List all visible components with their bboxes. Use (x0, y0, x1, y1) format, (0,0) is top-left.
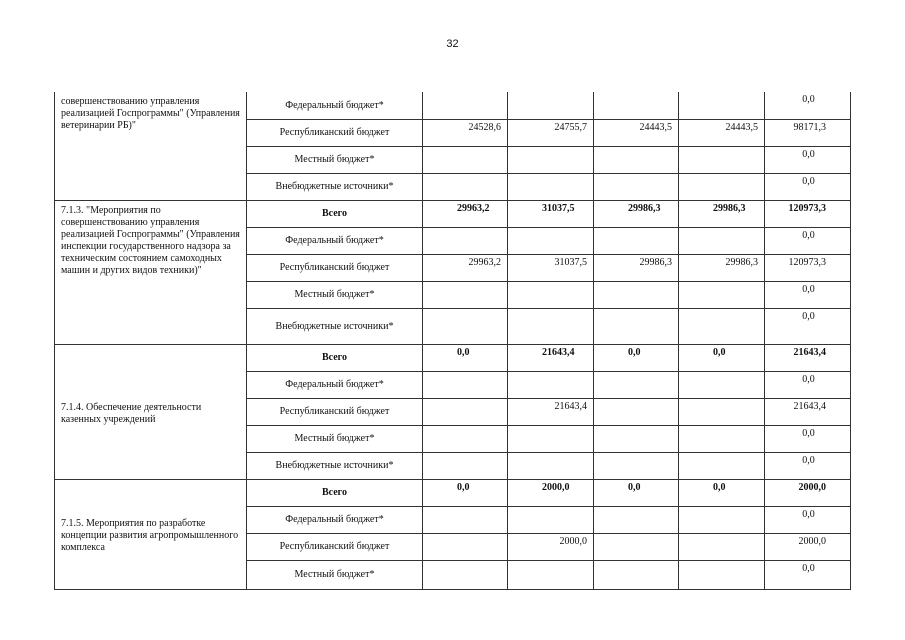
total-cell: 0,0 (765, 308, 851, 344)
funding-source-cell: Федеральный бюджет* (247, 92, 423, 119)
amount-cell-y3 (594, 371, 679, 398)
funding-source-cell: Республиканский бюджет (247, 254, 423, 281)
amount-cell-y1 (423, 506, 508, 533)
total-cell: 2000,0 (765, 479, 851, 506)
amount-cell-y1 (423, 281, 508, 308)
page-number: 32 (446, 38, 459, 50)
total-cell: 0,0 (765, 146, 851, 173)
amount-cell-y4 (679, 92, 765, 119)
amount-cell-y3 (594, 533, 679, 560)
amount-cell-y2 (508, 452, 594, 479)
activity-cell: 7.1.3. "Мероприятия по совершенствованию управления реализацией Госпрограммы" (Управления инспекции государственного надзора за техническим состоянием самоходных машин и других видов техники)" (55, 200, 247, 344)
amount-cell-y2: 2000,0 (508, 533, 594, 560)
funding-source-cell: Республиканский бюджет (247, 398, 423, 425)
amount-cell-y1 (423, 533, 508, 560)
amount-cell-y1 (423, 173, 508, 200)
amount-cell-y2: 24755,7 (508, 119, 594, 146)
amount-cell-y4 (679, 425, 765, 452)
amount-cell-y2 (508, 560, 594, 589)
amount-cell-y1: 29963,2 (423, 200, 508, 227)
amount-cell-y4 (679, 146, 765, 173)
amount-cell-y4 (679, 452, 765, 479)
amount-cell-y3 (594, 560, 679, 589)
total-cell: 0,0 (765, 227, 851, 254)
amount-cell-y2 (508, 371, 594, 398)
total-cell: 0,0 (765, 281, 851, 308)
table-row (55, 344, 851, 371)
amount-cell-y1 (423, 371, 508, 398)
amount-cell-y1: 0,0 (423, 479, 508, 506)
amount-cell-y2 (508, 506, 594, 533)
total-cell: 0,0 (765, 92, 851, 119)
amount-cell-y4: 0,0 (679, 479, 765, 506)
table-row (55, 92, 851, 119)
funding-source-cell: Федеральный бюджет* (247, 371, 423, 398)
amount-cell-y1 (423, 308, 508, 344)
amount-cell-y4 (679, 371, 765, 398)
funding-source-cell: Местный бюджет* (247, 146, 423, 173)
amount-cell-y3 (594, 308, 679, 344)
amount-cell-y3 (594, 92, 679, 119)
amount-cell-y4: 29986,3 (679, 200, 765, 227)
amount-cell-y3: 29986,3 (594, 254, 679, 281)
amount-cell-y3 (594, 227, 679, 254)
total-cell: 21643,4 (765, 398, 851, 425)
total-cell: 2000,0 (765, 533, 851, 560)
amount-cell-y3: 29986,3 (594, 200, 679, 227)
table-row (55, 200, 851, 227)
amount-cell-y4 (679, 398, 765, 425)
table-row (55, 479, 851, 506)
amount-cell-y2 (508, 425, 594, 452)
amount-cell-y4: 0,0 (679, 344, 765, 371)
total-cell: 0,0 (765, 560, 851, 589)
activity-cell: 7.1.5. Мероприятия по разработке концепции развития агропромышленного комплекса (55, 479, 247, 589)
funding-source-cell: Внебюджетные источники* (247, 308, 423, 344)
amount-cell-y3: 24443,5 (594, 119, 679, 146)
amount-cell-y3 (594, 425, 679, 452)
amount-cell-y4 (679, 227, 765, 254)
amount-cell-y1 (423, 227, 508, 254)
amount-cell-y2: 31037,5 (508, 254, 594, 281)
total-cell: 0,0 (765, 452, 851, 479)
amount-cell-y2 (508, 281, 594, 308)
funding-source-cell: Всего (247, 344, 423, 371)
amount-cell-y4 (679, 308, 765, 344)
amount-cell-y3 (594, 506, 679, 533)
amount-cell-y3 (594, 281, 679, 308)
amount-cell-y4 (679, 560, 765, 589)
total-cell: 21643,4 (765, 344, 851, 371)
amount-cell-y1: 29963,2 (423, 254, 508, 281)
amount-cell-y2 (508, 173, 594, 200)
amount-cell-y4 (679, 533, 765, 560)
amount-cell-y2: 21643,4 (508, 344, 594, 371)
funding-source-cell: Федеральный бюджет* (247, 227, 423, 254)
total-cell: 0,0 (765, 371, 851, 398)
amount-cell-y2: 2000,0 (508, 479, 594, 506)
funding-source-cell: Всего (247, 479, 423, 506)
amount-cell-y2: 21643,4 (508, 398, 594, 425)
amount-cell-y1 (423, 398, 508, 425)
total-cell: 0,0 (765, 173, 851, 200)
amount-cell-y4 (679, 173, 765, 200)
funding-source-cell: Местный бюджет* (247, 560, 423, 589)
amount-cell-y1: 0,0 (423, 344, 508, 371)
total-cell: 120973,3 (765, 200, 851, 227)
funding-source-cell: Местный бюджет* (247, 425, 423, 452)
amount-cell-y2: 31037,5 (508, 200, 594, 227)
total-cell: 98171,3 (765, 119, 851, 146)
amount-cell-y3 (594, 452, 679, 479)
amount-cell-y4 (679, 281, 765, 308)
budget-table (54, 92, 851, 590)
amount-cell-y2 (508, 92, 594, 119)
amount-cell-y3: 0,0 (594, 479, 679, 506)
amount-cell-y1 (423, 146, 508, 173)
amount-cell-y1 (423, 560, 508, 589)
funding-source-cell: Внебюджетные источники* (247, 452, 423, 479)
amount-cell-y4: 29986,3 (679, 254, 765, 281)
total-cell: 0,0 (765, 506, 851, 533)
activity-cell: совершенствованию управления реализацией Госпрограммы" (Управления ветеринарии РБ)" (55, 92, 247, 200)
amount-cell-y3 (594, 398, 679, 425)
funding-source-cell: Внебюджетные источники* (247, 173, 423, 200)
amount-cell-y2 (508, 227, 594, 254)
amount-cell-y1 (423, 425, 508, 452)
funding-source-cell: Республиканский бюджет (247, 119, 423, 146)
funding-source-cell: Всего (247, 200, 423, 227)
amount-cell-y2 (508, 308, 594, 344)
amount-cell-y3 (594, 173, 679, 200)
total-cell: 120973,3 (765, 254, 851, 281)
funding-source-cell: Федеральный бюджет* (247, 506, 423, 533)
total-cell: 0,0 (765, 425, 851, 452)
funding-source-cell: Местный бюджет* (247, 281, 423, 308)
activity-cell: 7.1.4. Обеспечение деятельности казенных учреждений (55, 344, 247, 479)
amount-cell-y4 (679, 506, 765, 533)
funding-source-cell: Республиканский бюджет (247, 533, 423, 560)
amount-cell-y4: 24443,5 (679, 119, 765, 146)
amount-cell-y1 (423, 92, 508, 119)
amount-cell-y1 (423, 452, 508, 479)
amount-cell-y3 (594, 146, 679, 173)
amount-cell-y2 (508, 146, 594, 173)
amount-cell-y3: 0,0 (594, 344, 679, 371)
amount-cell-y1: 24528,6 (423, 119, 508, 146)
